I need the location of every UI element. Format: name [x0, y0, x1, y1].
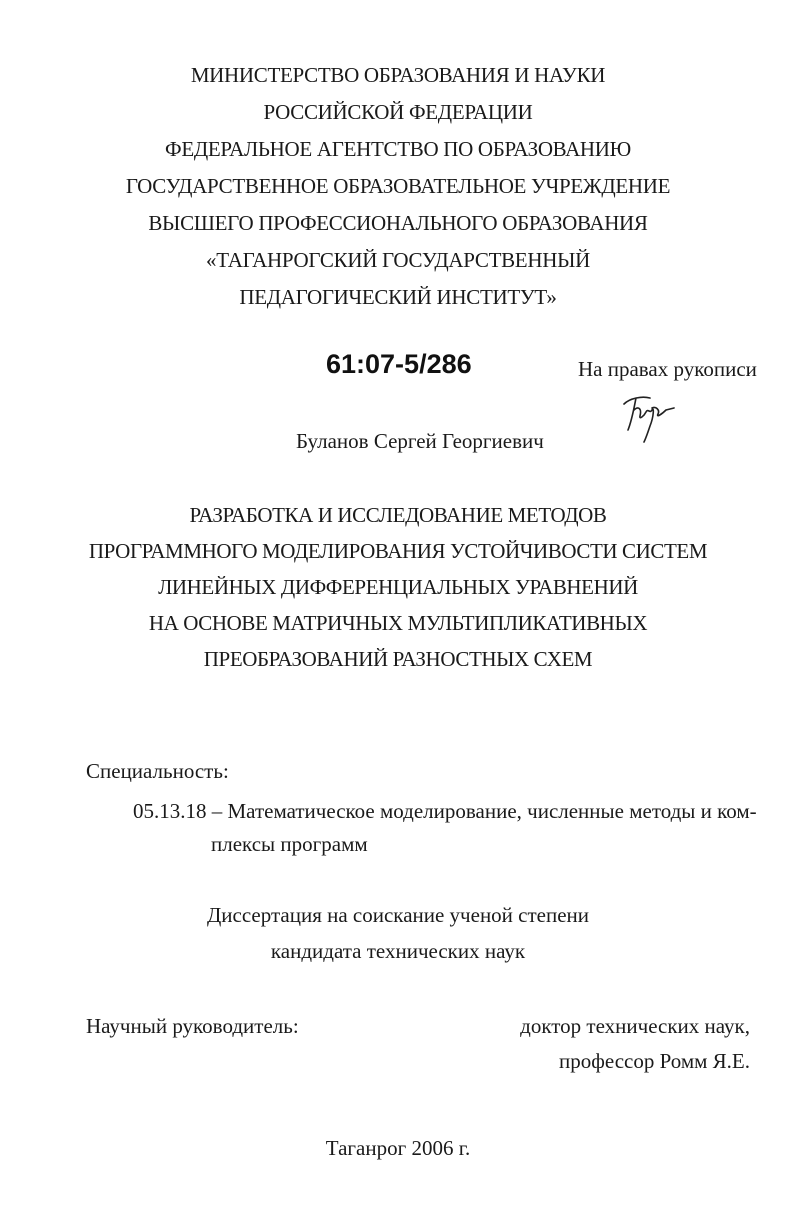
header-line-4: ГОСУДАРСТВЕННОЕ ОБРАЗОВАТЕЛЬНОЕ УЧРЕЖДЕНИЕ — [125, 174, 671, 198]
header-line-1: МИНИСТЕРСТВО ОБРАЗОВАНИЯ И НАУКИ — [190, 63, 606, 87]
author-name: Буланов Сергей Георгиевич — [296, 429, 544, 453]
header-line-5: ВЫСШЕГО ПРОФЕССИОНАЛЬНОГО ОБРАЗОВАНИЯ — [148, 211, 648, 235]
dissertation-degree-line-1: Диссертация на соискание ученой степени — [206, 903, 590, 927]
specialty-label: Специальность: — [86, 759, 229, 783]
supervisor-degree: доктор технических наук, — [520, 1014, 750, 1038]
title-line-2: ПРОГРАММНОГО МОДЕЛИРОВАНИЯ УСТОЙЧИВОСТИ СИСТЕМ — [88, 539, 708, 563]
header-line-3: ФЕДЕРАЛЬНОЕ АГЕНТСТВО ПО ОБРАЗОВАНИЮ — [165, 137, 631, 161]
specialty-code-continuation: плексы программ — [211, 832, 368, 856]
catalog-code: 61:07-5/286 — [326, 349, 472, 379]
title-line-4: НА ОСНОВЕ МАТРИЧНЫХ МУЛЬТИПЛИКАТИВНЫХ — [148, 611, 648, 635]
specialty-code-line: 05.13.18 – Математическое моделирование, численные методы и ком- — [133, 799, 757, 823]
city-year: Таганрог 2006 г. — [325, 1136, 471, 1160]
signature-mark — [616, 386, 688, 446]
header-line-2: РОССИЙСКОЙ ФЕДЕРАЦИИ — [263, 100, 533, 124]
dissertation-degree-line-2: кандидата технических наук — [270, 939, 526, 963]
title-line-3: ЛИНЕЙНЫХ ДИФФЕРЕНЦИАЛЬНЫХ УРАВНЕНИЙ — [158, 575, 638, 599]
title-line-1: РАЗРАБОТКА И ИССЛЕДОВАНИЕ МЕТОДОВ — [189, 503, 607, 527]
title-line-5: ПРЕОБРАЗОВАНИЙ РАЗНОСТНЫХ СХЕМ — [203, 647, 593, 671]
header-line-6: «ТАГАНРОГСКИЙ ГОСУДАРСТВЕННЫЙ — [206, 248, 590, 272]
rights-note: На правах рукописи — [578, 357, 757, 381]
header-line-7: ПЕДАГОГИЧЕСКИЙ ИНСТИТУТ» — [239, 285, 557, 309]
supervisor-name: профессор Ромм Я.Е. — [559, 1049, 750, 1073]
supervisor-label: Научный руководитель: — [86, 1014, 299, 1038]
